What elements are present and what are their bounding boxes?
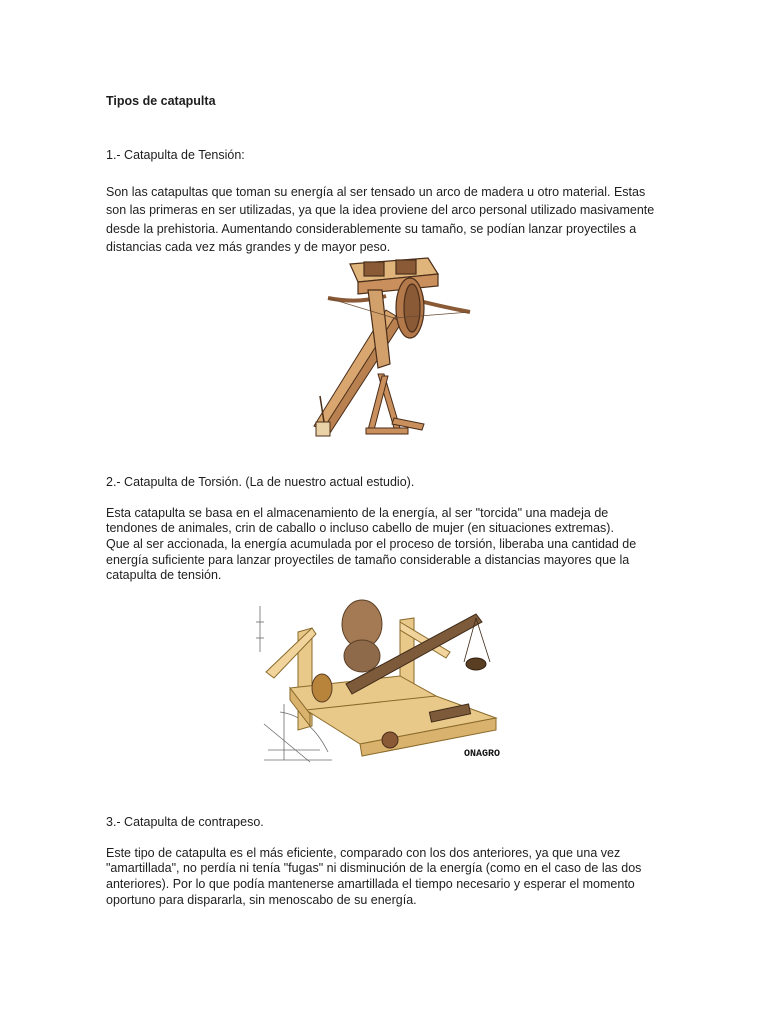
- section-torsion: [106, 459, 686, 584]
- section-body: Esta catapulta se basa en el almacenamiento de la energía, al ser "torcida" una madeja de tendones de animales, crin de caballo o incluso cabello de mujer (en situaciones extremas). Que al ser accionada, la energía acumulada por el proceso de torsión, liberaba una cantidad de energía suficiente para lanzar proyectiles de tamaño considerable a distancias mayores que la catapulta de tensión.: [106, 505, 637, 583]
- section-heading: 1.- Catapulta de Tensión:: [106, 147, 245, 162]
- section-body: Son las catapultas que toman su energía al ser tensado un arco de madera u otro material. Estas son las primeras en ser utilizadas, ya que la idea proviene del arco personal utilizado masivamente desde la prehistoria. Aumentando considerablemente su tamaño, se podían lanzar proyectiles a distancias cada vez más grandes y de mayor peso.: [106, 184, 655, 254]
- section-tension: [106, 127, 686, 257]
- onager-illustration: [250, 592, 516, 770]
- page-title: Tipos de catapulta: [106, 94, 216, 108]
- section-heading: 2.- Catapulta de Torsión. (La de nuestro actual estudio).: [106, 474, 415, 489]
- section-contrapeso: [106, 799, 686, 908]
- section-heading: 3.- Catapulta de contrapeso.: [106, 814, 264, 829]
- onagro-label: ONAGRO: [464, 749, 501, 760]
- tension-catapult-illustration: [298, 246, 478, 446]
- section-body: Este tipo de catapulta es el más eficiente, comparado con los dos anteriores, ya que una vez "amartillada", no perdía ni tenía "fugas" ni disminución de la energía (como en el caso de las dos anteriores). Por lo que podía mantenerse amartillada el tiempo necesario y esperar el momento oportuno para dispararla, sin menoscabo de su energía.: [106, 845, 642, 907]
